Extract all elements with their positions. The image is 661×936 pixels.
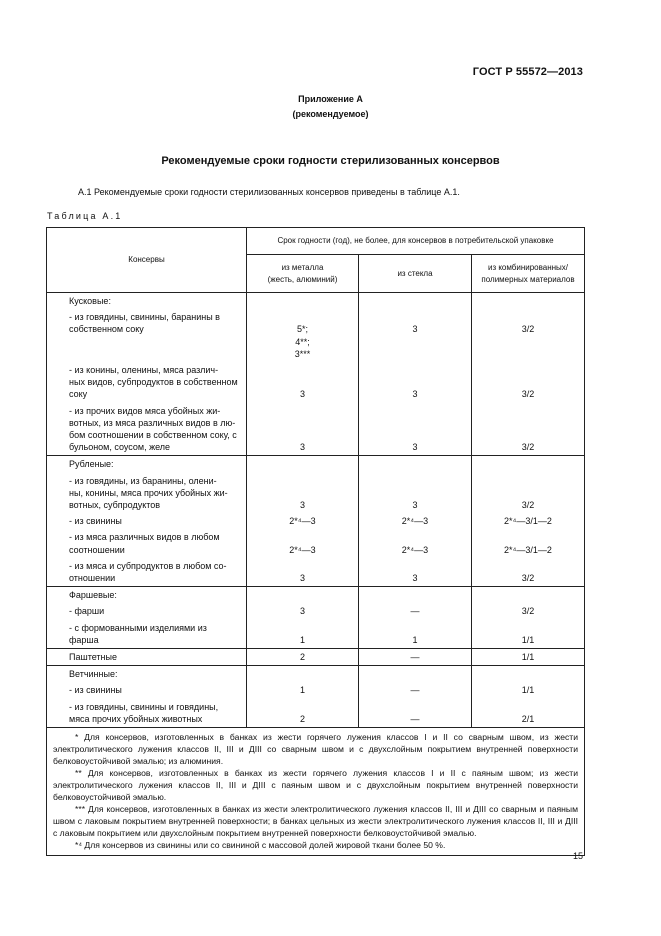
- product-line: мяса прочих убойных животных: [69, 713, 203, 724]
- product-line: - из свинины: [69, 685, 122, 696]
- value-metal: [247, 682, 359, 698]
- value: 2*⁴—3: [289, 544, 316, 555]
- table-body: [47, 293, 585, 728]
- empty-cell: [472, 293, 585, 310]
- product-line: вотных, из мяса различных видов в лю-: [69, 417, 236, 428]
- value: 3: [412, 324, 418, 335]
- value-glass: [359, 473, 472, 514]
- product-line: собственном соку: [69, 324, 144, 335]
- product-line: соку: [69, 389, 88, 400]
- table-row: [47, 362, 585, 403]
- product-line: отношении: [69, 573, 116, 584]
- product-cell: [47, 362, 247, 403]
- group-title: Кусковые:: [69, 296, 111, 306]
- value: 3: [299, 573, 305, 584]
- value: 3/2: [521, 324, 535, 335]
- product-line: - с формованными изделиями из: [69, 622, 207, 633]
- product-cell: [47, 403, 247, 456]
- table-row: [47, 403, 585, 456]
- value-metal: [247, 620, 359, 649]
- product-line: - фарши: [69, 606, 105, 617]
- product-line: бом соотношении в собственном соку, с: [69, 430, 237, 441]
- value-glass: [359, 309, 472, 362]
- value: 2*⁴—3: [289, 516, 316, 527]
- footnote-2: ** Для консервов, изготовленных в банках из жести горячего лужения классов I и II с паяным швом; из жести электролитического лужения классов II, III и ДIII с паяным швом и с двухслойным покрытием внутренней поверхности белковоустойчивой эмалью.: [53, 768, 579, 803]
- value-combined: [472, 682, 585, 698]
- value: 2/1: [521, 713, 535, 724]
- product-line: - из мяса различных видов в любом: [69, 532, 220, 543]
- value: 3: [299, 442, 305, 453]
- header-combined-line2: полимерных материалов: [481, 274, 575, 284]
- value-combined: [472, 620, 585, 649]
- value-line: 4**;: [295, 336, 310, 347]
- value-combined: [472, 403, 585, 456]
- value-glass: [359, 699, 472, 728]
- table-row: [47, 603, 585, 619]
- value: 3: [412, 389, 418, 400]
- value-metal: [247, 362, 359, 403]
- value: 3/2: [521, 389, 535, 400]
- value-metal: [247, 603, 359, 619]
- value-metal: [247, 558, 359, 587]
- value-metal: [247, 649, 359, 666]
- empty-cell: [247, 456, 359, 473]
- product-cell: [47, 309, 247, 362]
- product-line: - из конины, оленины, мяса различ-: [69, 365, 219, 375]
- table-row: [47, 558, 585, 587]
- group-title: Паштетные: [69, 652, 117, 663]
- section-title: Рекомендуемые сроки годности стерилизованных консервов: [161, 155, 500, 167]
- empty-cell: [472, 456, 585, 473]
- product-cell: [47, 529, 247, 557]
- table-row: [47, 620, 585, 649]
- product-line: фарша: [69, 634, 99, 645]
- value-glass: [359, 620, 472, 649]
- group-title-cell: [47, 587, 247, 604]
- value-combined: [472, 699, 585, 728]
- empty-cell: [247, 666, 359, 683]
- empty-cell: [359, 293, 472, 310]
- value: —: [410, 713, 420, 724]
- value: 3: [299, 389, 305, 400]
- value-combined: [472, 513, 585, 529]
- value: 3/2: [521, 442, 535, 453]
- product-cell: [47, 558, 247, 587]
- value-combined: [472, 309, 585, 362]
- value-glass: [359, 529, 472, 557]
- empty-cell: [472, 587, 585, 604]
- value: 3: [412, 573, 418, 584]
- header-product: Консервы: [47, 228, 247, 293]
- value-metal: [247, 529, 359, 557]
- group-title: Фаршевые:: [69, 590, 117, 601]
- value: 1/1: [521, 685, 535, 696]
- table-row: [47, 513, 585, 529]
- header-shelf-life-group: Срок годности (год), не более, для консервов в потребительской упаковке: [247, 228, 585, 255]
- value-glass: [359, 362, 472, 403]
- value-glass: [359, 558, 472, 587]
- product-line: - из мяса и субпродуктов в любом со-: [69, 560, 227, 571]
- value-combined: [472, 558, 585, 587]
- shelf-life-table: [46, 227, 585, 856]
- group-title-cell: [47, 666, 247, 683]
- product-cell: [47, 473, 247, 514]
- value: —: [410, 652, 420, 663]
- value: 3: [299, 500, 305, 510]
- value-metal: [247, 309, 359, 362]
- product-line: вотных, субпродуктов: [69, 500, 161, 511]
- group-title-row: [47, 666, 585, 683]
- product-cell: [47, 649, 247, 666]
- header-combined: [472, 255, 585, 293]
- product-cell: [47, 682, 247, 698]
- product-line: - из говядины, свинины и говядины,: [69, 701, 219, 712]
- value-combined: [472, 529, 585, 557]
- product-line: ны, конины, мяса прочих убойных жи-: [69, 487, 228, 498]
- intro-paragraph: А.1 Рекомендуемые сроки годности стерилизованных консервов приведены в таблице А.1.: [78, 187, 460, 197]
- group-title-cell: [47, 456, 247, 473]
- empty-cell: [247, 293, 359, 310]
- header-metal-line2: (жесть, алюминий): [267, 274, 338, 284]
- value-glass: [359, 603, 472, 619]
- empty-cell: [359, 666, 472, 683]
- value-metal: [247, 699, 359, 728]
- table-row: [47, 682, 585, 698]
- header-glass: из стекла: [359, 255, 472, 293]
- value: 1: [299, 685, 305, 696]
- header-combined-line1: из комбинированных/: [487, 263, 569, 272]
- empty-cell: [472, 666, 585, 683]
- table-row: [47, 473, 585, 514]
- footnote-3: *** Для консервов, изготовленных в банках из жести электролитического лужения классов II, III и ДIII со сварным и паяным швом с лаковым покрытием внутренней поверхности; в банках цельных из жести электролитического лужения классов II, III и ДIII с лаковым покрытием или двухслойным покрытием внутренней поверхности белковоустойчивой эмалью.: [53, 804, 579, 839]
- value-glass: [359, 649, 472, 666]
- product-line: - из говядины, свинины, баранины в: [69, 312, 220, 323]
- value-glass: [359, 513, 472, 529]
- value: 2*⁴—3/1—2: [504, 544, 552, 555]
- table-row: [47, 699, 585, 728]
- header-metal: [247, 255, 359, 293]
- group-title-cell: [47, 293, 247, 310]
- empty-cell: [359, 587, 472, 604]
- value: 3/2: [521, 500, 535, 510]
- appendix-status: (рекомендуемое): [292, 109, 369, 119]
- value-metal: [247, 403, 359, 456]
- value: 3: [412, 500, 418, 510]
- value-metal: [247, 513, 359, 529]
- appendix-title: Приложение А: [298, 94, 363, 104]
- value-glass: [359, 682, 472, 698]
- value: —: [410, 606, 420, 617]
- product-line: - из прочих видов мяса убойных жи-: [69, 405, 221, 416]
- value: 1: [299, 634, 305, 645]
- group-title-row: [47, 293, 585, 310]
- value: —: [410, 685, 420, 696]
- group-title: Рубленые:: [69, 459, 114, 470]
- value: 2: [299, 713, 305, 724]
- value: 3: [299, 606, 305, 617]
- empty-cell: [359, 456, 472, 473]
- product-cell: [47, 513, 247, 529]
- value: 3/2: [521, 606, 535, 617]
- page-number: 15: [572, 851, 583, 861]
- table-row: [47, 529, 585, 557]
- product-line: бульоном, соусом, желе: [69, 442, 171, 453]
- table-row-3: [47, 649, 585, 666]
- value: 3/2: [521, 573, 535, 584]
- value-combined: [472, 649, 585, 666]
- product-line: - из свинины: [69, 516, 122, 527]
- product-line: соотношении: [69, 544, 125, 555]
- product-cell: [47, 699, 247, 728]
- footnotes: [47, 728, 585, 856]
- value: 1/1: [521, 652, 535, 663]
- product-cell: [47, 603, 247, 619]
- product-line: - из говядины, из баранины, олени-: [69, 475, 217, 486]
- value: 2: [299, 652, 305, 663]
- group-title: Ветчинные:: [69, 669, 118, 680]
- empty-cell: [247, 587, 359, 604]
- value: 1/1: [521, 634, 535, 645]
- product-line: ных видов, субпродуктов в собственном: [69, 377, 238, 388]
- value-line: 5*;: [296, 324, 308, 335]
- value: 1: [412, 634, 418, 645]
- document-number: ГОСТ Р 55572—2013: [472, 66, 583, 78]
- value-combined: [472, 473, 585, 514]
- value-line: 3***: [294, 348, 311, 359]
- value: 2*⁴—3: [401, 516, 429, 527]
- group-title-row: [47, 587, 585, 604]
- product-cell: [47, 620, 247, 649]
- value-combined: [472, 362, 585, 403]
- header-metal-line1: из металла: [281, 263, 324, 272]
- group-title-row: [47, 456, 585, 473]
- value: 2*⁴—3: [401, 544, 429, 555]
- table-label: Таблица А.1: [47, 211, 123, 221]
- table-row: [47, 309, 585, 362]
- value-glass: [359, 403, 472, 456]
- footnote-4: *⁴ Для консервов из свинины или со свининой с массовой долей жировой ткани более 50 %.: [75, 840, 446, 851]
- value: 3: [412, 442, 418, 453]
- value: 2*⁴—3/1—2: [504, 516, 552, 527]
- value-metal: [247, 473, 359, 514]
- value-combined: [472, 603, 585, 619]
- footnote-1: * Для консервов, изготовленных в банках из жести горячего лужения классов I и II со сварным швом, из жести электролитического лужения классов II, III и ДIII со сварным швом и с двухслойным покрытием внутренней поверхности белковоустойчивой эмалью; из алюминия.: [53, 732, 579, 767]
